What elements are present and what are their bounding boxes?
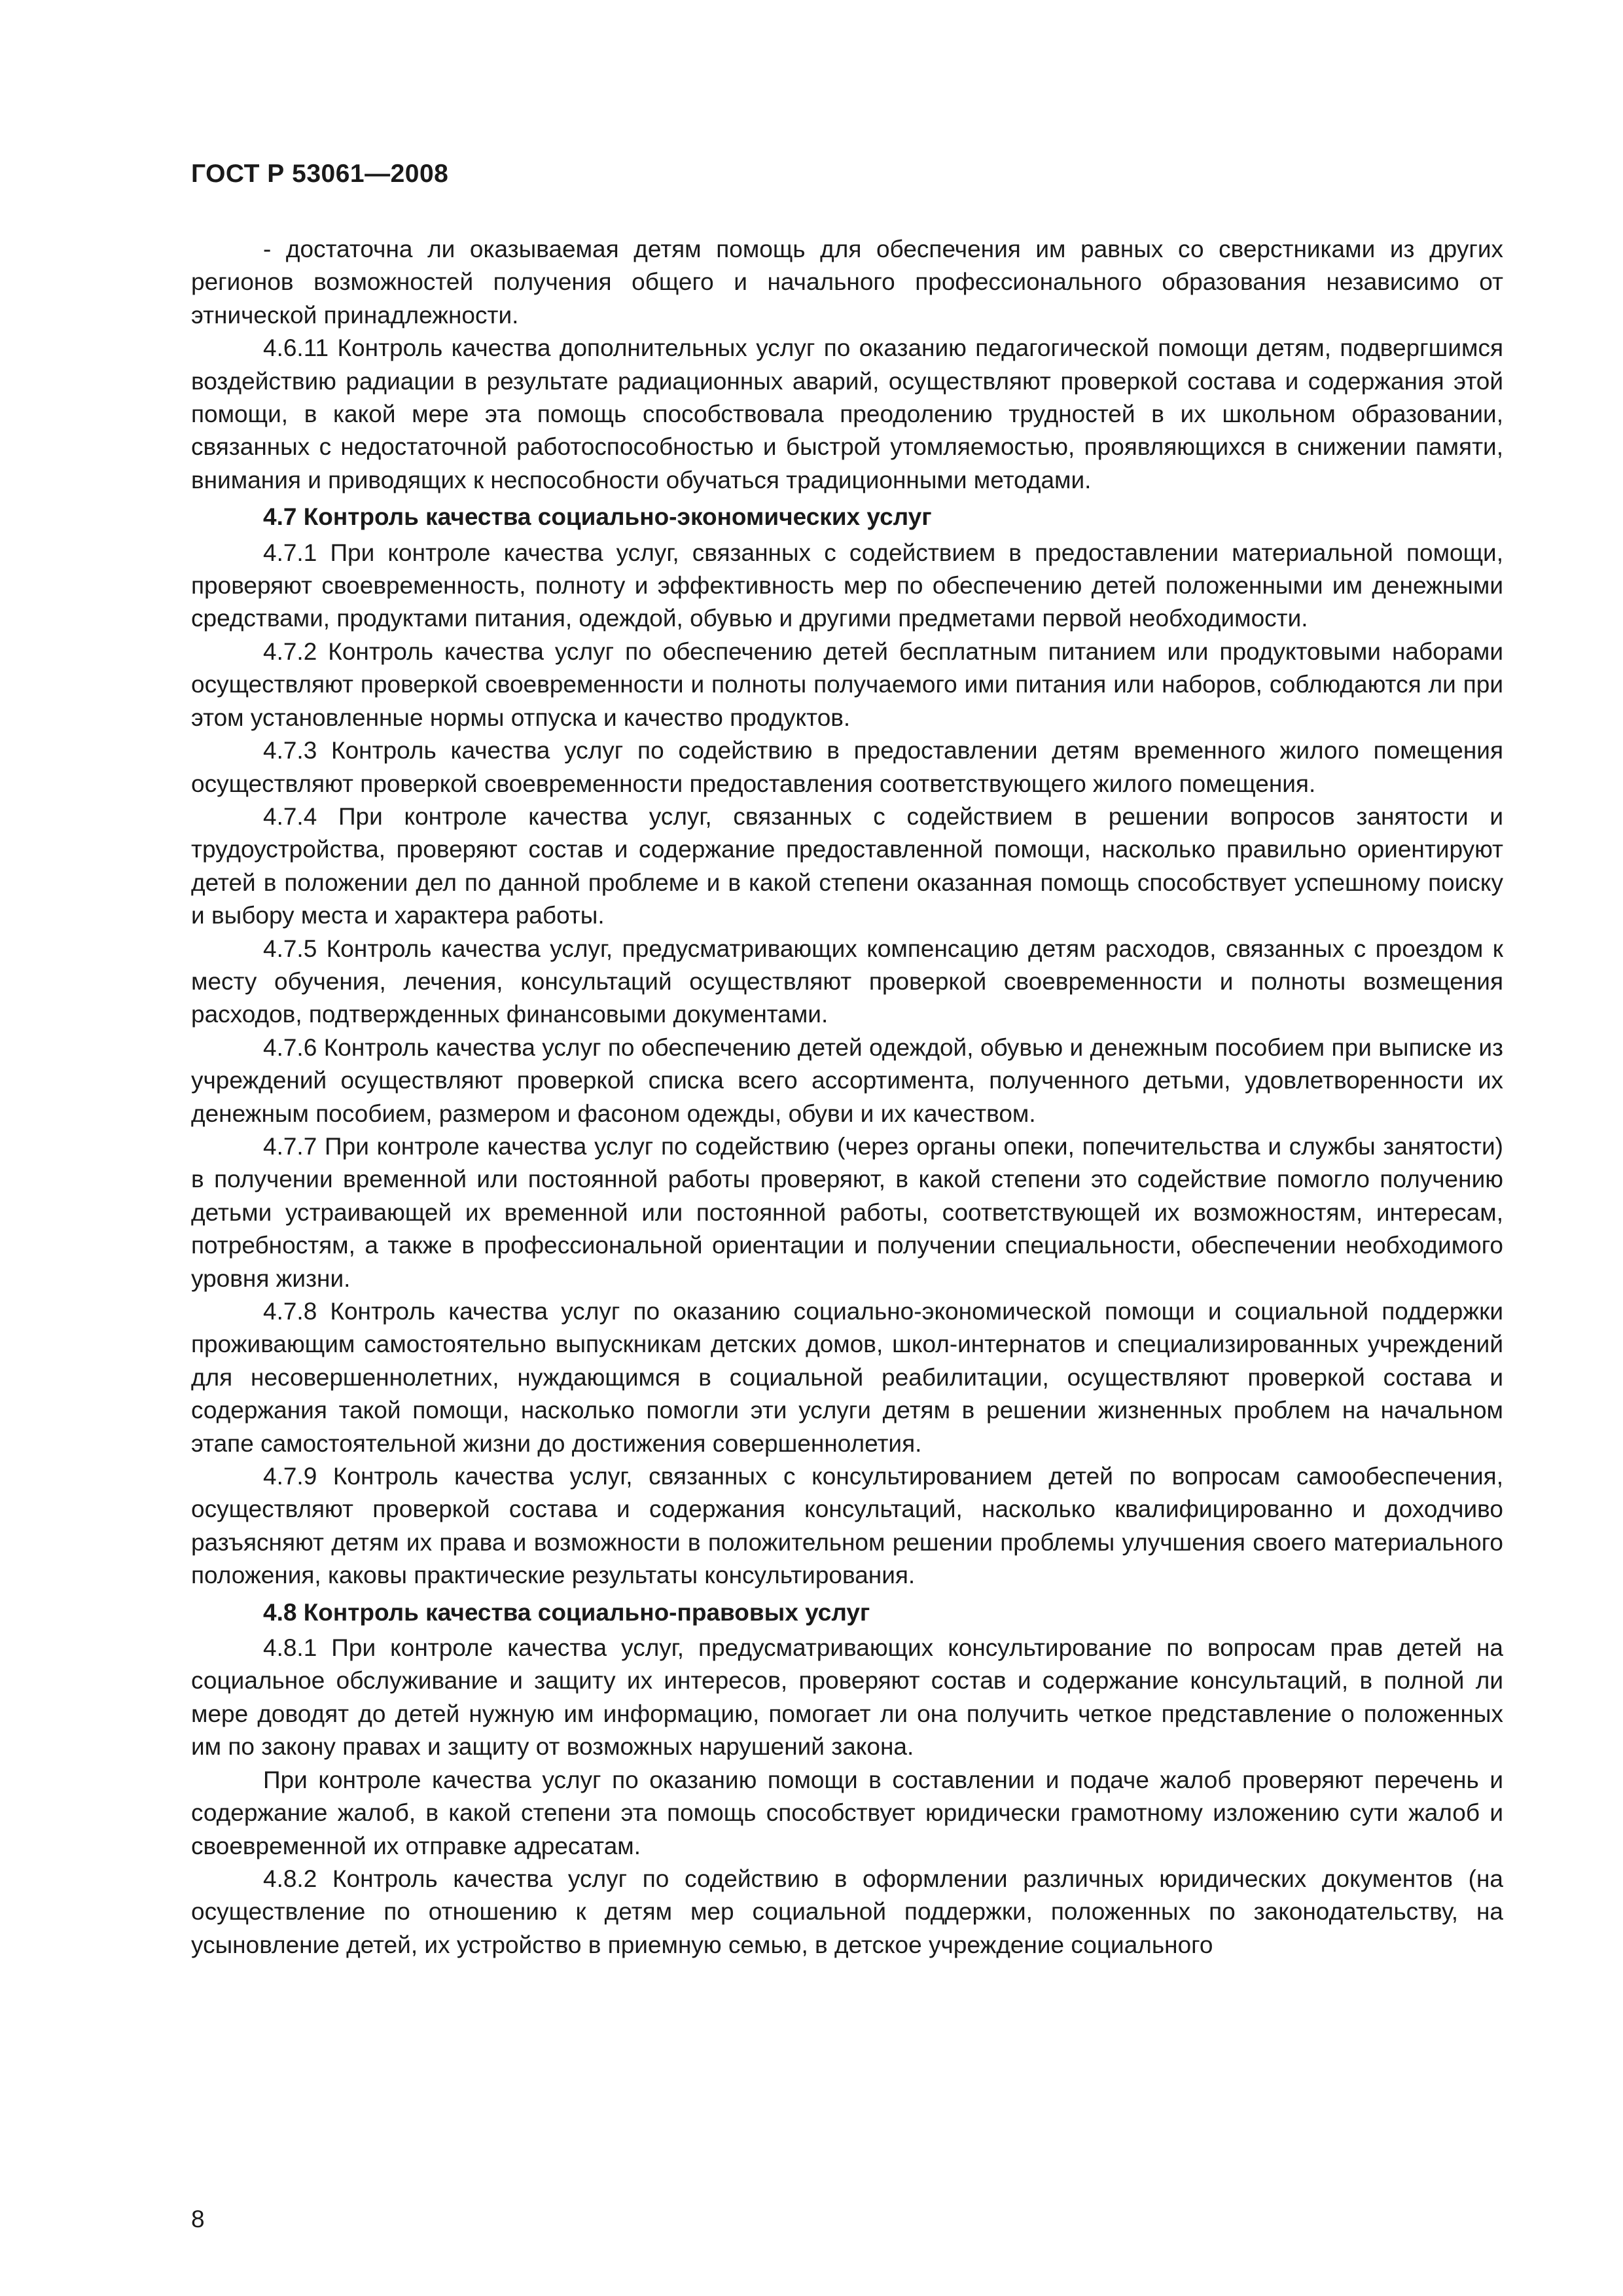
paragraph-4-7-7: 4.7.7 При контроле качества услуг по содействию (через органы опеки, попечительства и службы занятости) в получении временной или постоянной работы проверяют, в какой степени это содействие помогло получению детьми устраивающей их временной или постоянной работы, соответствующей их возможностям, интересам, потребностям, а также в профессиональной ориентации и получении специальности, обеспечении необходимого уровня жизни. [191,1132,1503,1292]
page-number: 8 [191,2206,205,2233]
section-heading-4-7: 4.7 Контроль качества социально-экономических услуг [263,503,932,531]
document-header: ГОСТ Р 53061—2008 [191,160,449,188]
paragraph-4-7-4: 4.7.4 При контроле качества услуг, связанных с содействием в решении вопросов занятости и трудоустройства, проверяют состав и содержание предоставленной помощи, насколько правильно ориентируют детей в положении дел по данной проблеме и в какой степени оказанная помощь способствует успешному поиску и выбору места и характера работы. [191,802,1503,929]
paragraph-4-7-8: 4.7.8 Контроль качества услуг по оказанию социально-экономической помощи и социальной поддержки проживающим самостоятельно выпускникам детских домов, школ-интернатов и специализированных учреждений для несовершеннолетних, нуждающимся в социальной реабилитации, осуществляют проверкой состава и содержания такой помощи, насколько помогли эти услуги детям в решении жизненных проблем на начальном этапе самостоятельной жизни до достижения совершеннолетия. [191,1298,1503,1457]
document-body [191,233,1503,1962]
paragraph-4-7-1: 4.7.1 При контроле качества услуг, связанных с содействием в предоставлении материальной помощи, проверяют своевременность, полноту и эффективность мер по обеспечению детей положенными им денежными средствами, продуктами питания, одеждой, обувью и другими предметами первой необходимости. [191,539,1503,632]
paragraph-4-8-1-continued: При контроле качества услуг по оказанию помощи в составлении и подаче жалоб проверяют перечень и содержание жалоб, в какой степени эта помощь способствует юридически грамотному изложению сути жалоб и своевременной их отправке адресатам. [191,1766,1503,1859]
paragraph-4-7-2: 4.7.2 Контроль качества услуг по обеспечению детей бесплатным питанием или продуктовыми наборами осуществляют проверкой своевременности и полноты получаемого ими питания или наборов, соблюдаются ли при этом установленные нормы отпуска и качество продуктов. [191,637,1503,731]
paragraph-4-8-2: 4.8.2 Контроль качества услуг по содействию в оформлении различных юридических документов (на осуществление по отношению к детям мер социальной поддержки, положенных по законодательству, на усыновление детей, их устройство в приемную семью, в детское учреждение социального [191,1865,1503,1958]
paragraph-4-7-9: 4.7.9 Контроль качества услуг, связанных с консультированием детей по вопросам самообеспечения, осуществляют проверкой состава и содержания консультаций, насколько квалифицированно и доходчиво разъясняют детям их права и возможности в положительном решении проблемы улучшения своего материального положения, каковы практические результаты консультирования. [191,1463,1503,1589]
section-heading-4-8: 4.8 Контроль качества социально-правовых услуг [263,1598,870,1626]
paragraph-list-item: - достаточна ли оказываемая детям помощь для обеспечения им равных со сверстниками из других регионов возможностей получения общего и начального профессионального образования независимо от этнической принадлежности. [191,236,1503,329]
paragraph-4-6-11: 4.6.11 Контроль качества дополнительных услуг по оказанию педагогической помощи детям, подвергшимся воздействию радиации в результате радиационных аварий, осуществляют проверкой состава и содержания этой помощи, в какой мере эта помощь способствовала преодолению трудностей в их школьном образовании, связанных с недостаточной работоспособностью и быстрой утомляемостью, проявляющихся в снижении памяти, внимания и приводящих к неспособности обучаться традиционными методами. [191,334,1503,493]
paragraph-4-7-6: 4.7.6 Контроль качества услуг по обеспечению детей одеждой, обувью и денежным пособием при выписке из учреждений осуществляют проверкой списка всего ассортимента, полученного детьми, удовлетворенности их денежным пособием, размером и фасоном одежды, обуви и их качеством. [191,1033,1503,1127]
paragraph-4-8-1: 4.8.1 При контроле качества услуг, предусматривающих консультирование по вопросам прав детей на социальное обслуживание и защиту их интересов, проверяют состав и содержание консультаций, в полной ли мере доводят до детей нужную им информацию, помогает ли она получить четкое представление о положенных им по закону правах и защиту от возможных нарушений закона. [191,1634,1503,1761]
paragraph-4-7-5: 4.7.5 Контроль качества услуг, предусматривающих компенсацию детям расходов, связанных с проездом к месту обучения, лечения, консультаций осуществляют проверкой своевременности и полноты возмещения расходов, подтвержденных финансовыми документами. [191,935,1503,1028]
paragraph-4-7-3: 4.7.3 Контроль качества услуг по содействию в предоставлении детям временного жилого помещения осуществляют проверкой своевременности предоставления соответствующего жилого помещения. [191,737,1503,797]
